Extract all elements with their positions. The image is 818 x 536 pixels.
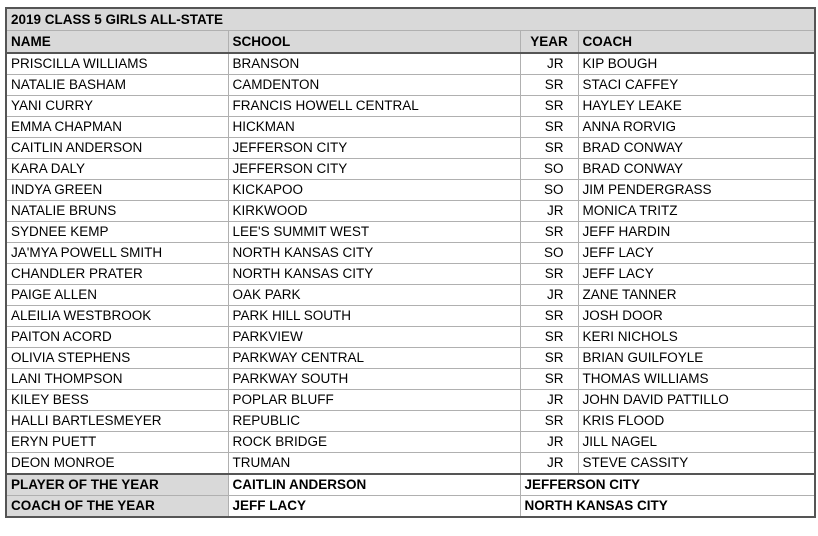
player-name: JA'MYA POWELL SMITH — [6, 243, 228, 264]
coach-name: THOMAS WILLIAMS — [578, 369, 815, 390]
award-row — [6, 496, 815, 518]
coach-name: KRIS FLOOD — [578, 411, 815, 432]
award-winner: CAITLIN ANDERSON — [228, 474, 520, 496]
table-row — [6, 53, 815, 75]
table-row — [6, 117, 815, 138]
coach-name: JEFF LACY — [578, 243, 815, 264]
school-name: PARKWAY CENTRAL — [228, 348, 520, 369]
table-row — [6, 264, 815, 285]
school-name: OAK PARK — [228, 285, 520, 306]
player-name: YANI CURRY — [6, 96, 228, 117]
player-name: LANI THOMPSON — [6, 369, 228, 390]
school-name: TRUMAN — [228, 453, 520, 475]
player-name: ERYN PUETT — [6, 432, 228, 453]
table-row — [6, 306, 815, 327]
class-year: SO — [520, 180, 578, 201]
coach-name: STEVE CASSITY — [578, 453, 815, 475]
class-year: SR — [520, 75, 578, 96]
player-name: PAIGE ALLEN — [6, 285, 228, 306]
player-name: PAITON ACORD — [6, 327, 228, 348]
table-row — [6, 411, 815, 432]
table-row — [6, 138, 815, 159]
school-name: JEFFERSON CITY — [228, 159, 520, 180]
all-state-table — [5, 7, 816, 518]
player-name: INDYA GREEN — [6, 180, 228, 201]
class-year: JR — [520, 201, 578, 222]
school-name: KICKAPOO — [228, 180, 520, 201]
school-name: NORTH KANSAS CITY — [228, 243, 520, 264]
player-name: KARA DALY — [6, 159, 228, 180]
coach-name: ANNA RORVIG — [578, 117, 815, 138]
coach-name: BRAD CONWAY — [578, 138, 815, 159]
school-name: KIRKWOOD — [228, 201, 520, 222]
coach-name: JOHN DAVID PATTILLO — [578, 390, 815, 411]
coach-name: JIM PENDERGRASS — [578, 180, 815, 201]
table-row — [6, 159, 815, 180]
player-name: CAITLIN ANDERSON — [6, 138, 228, 159]
award-label: PLAYER OF THE YEAR — [6, 474, 228, 496]
class-year: JR — [520, 390, 578, 411]
player-name: ALEILIA WESTBROOK — [6, 306, 228, 327]
school-name: POPLAR BLUFF — [228, 390, 520, 411]
coach-name: JOSH DOOR — [578, 306, 815, 327]
school-name: PARK HILL SOUTH — [228, 306, 520, 327]
header-coach: COACH — [578, 31, 815, 54]
class-year: SR — [520, 327, 578, 348]
award-school: JEFFERSON CITY — [520, 474, 815, 496]
school-name: FRANCIS HOWELL CENTRAL — [228, 96, 520, 117]
coach-name: JEFF HARDIN — [578, 222, 815, 243]
player-name: PRISCILLA WILLIAMS — [6, 53, 228, 75]
class-year: SR — [520, 348, 578, 369]
player-name: SYDNEE KEMP — [6, 222, 228, 243]
table-row — [6, 285, 815, 306]
coach-name: STACI CAFFEY — [578, 75, 815, 96]
player-name: NATALIE BASHAM — [6, 75, 228, 96]
class-year: SR — [520, 138, 578, 159]
sheet-title: 2019 CLASS 5 GIRLS ALL-STATE — [6, 8, 815, 31]
coach-name: BRAD CONWAY — [578, 159, 815, 180]
school-name: HICKMAN — [228, 117, 520, 138]
school-name: LEE'S SUMMIT WEST — [228, 222, 520, 243]
school-name: REPUBLIC — [228, 411, 520, 432]
award-winner: JEFF LACY — [228, 496, 520, 518]
award-school: NORTH KANSAS CITY — [520, 496, 815, 518]
player-name: EMMA CHAPMAN — [6, 117, 228, 138]
class-year: SR — [520, 369, 578, 390]
coach-name: HAYLEY LEAKE — [578, 96, 815, 117]
class-year: JR — [520, 453, 578, 475]
class-year: SO — [520, 159, 578, 180]
table-row — [6, 75, 815, 96]
table-row — [6, 432, 815, 453]
table-row — [6, 222, 815, 243]
coach-name: BRIAN GUILFOYLE — [578, 348, 815, 369]
header-year: YEAR — [520, 31, 578, 54]
table-row — [6, 243, 815, 264]
class-year: SR — [520, 306, 578, 327]
table-row — [6, 201, 815, 222]
award-row — [6, 474, 815, 496]
award-label: COACH OF THE YEAR — [6, 496, 228, 518]
player-name: OLIVIA STEPHENS — [6, 348, 228, 369]
school-name: CAMDENTON — [228, 75, 520, 96]
table-row — [6, 369, 815, 390]
class-year: SR — [520, 411, 578, 432]
school-name: JEFFERSON CITY — [228, 138, 520, 159]
table-row — [6, 390, 815, 411]
player-name: KILEY BESS — [6, 390, 228, 411]
header-name: NAME — [6, 31, 228, 54]
school-name: BRANSON — [228, 53, 520, 75]
class-year: SR — [520, 264, 578, 285]
table-row — [6, 327, 815, 348]
coach-name: JILL NAGEL — [578, 432, 815, 453]
coach-name: KERI NICHOLS — [578, 327, 815, 348]
table-row — [6, 96, 815, 117]
class-year: JR — [520, 432, 578, 453]
header-school: SCHOOL — [228, 31, 520, 54]
player-name: NATALIE BRUNS — [6, 201, 228, 222]
coach-name: KIP BOUGH — [578, 53, 815, 75]
coach-name: MONICA TRITZ — [578, 201, 815, 222]
school-name: PARKVIEW — [228, 327, 520, 348]
class-year: JR — [520, 285, 578, 306]
class-year: SR — [520, 96, 578, 117]
class-year: SR — [520, 222, 578, 243]
player-name: CHANDLER PRATER — [6, 264, 228, 285]
class-year: SR — [520, 117, 578, 138]
player-name: HALLI BARTLESMEYER — [6, 411, 228, 432]
class-year: SO — [520, 243, 578, 264]
player-name: DEON MONROE — [6, 453, 228, 475]
school-name: ROCK BRIDGE — [228, 432, 520, 453]
header-row — [6, 31, 815, 54]
school-name: NORTH KANSAS CITY — [228, 264, 520, 285]
title-row — [6, 8, 815, 31]
coach-name: ZANE TANNER — [578, 285, 815, 306]
table-row — [6, 180, 815, 201]
school-name: PARKWAY SOUTH — [228, 369, 520, 390]
table-row — [6, 348, 815, 369]
coach-name: JEFF LACY — [578, 264, 815, 285]
table-row — [6, 453, 815, 475]
class-year: JR — [520, 53, 578, 75]
